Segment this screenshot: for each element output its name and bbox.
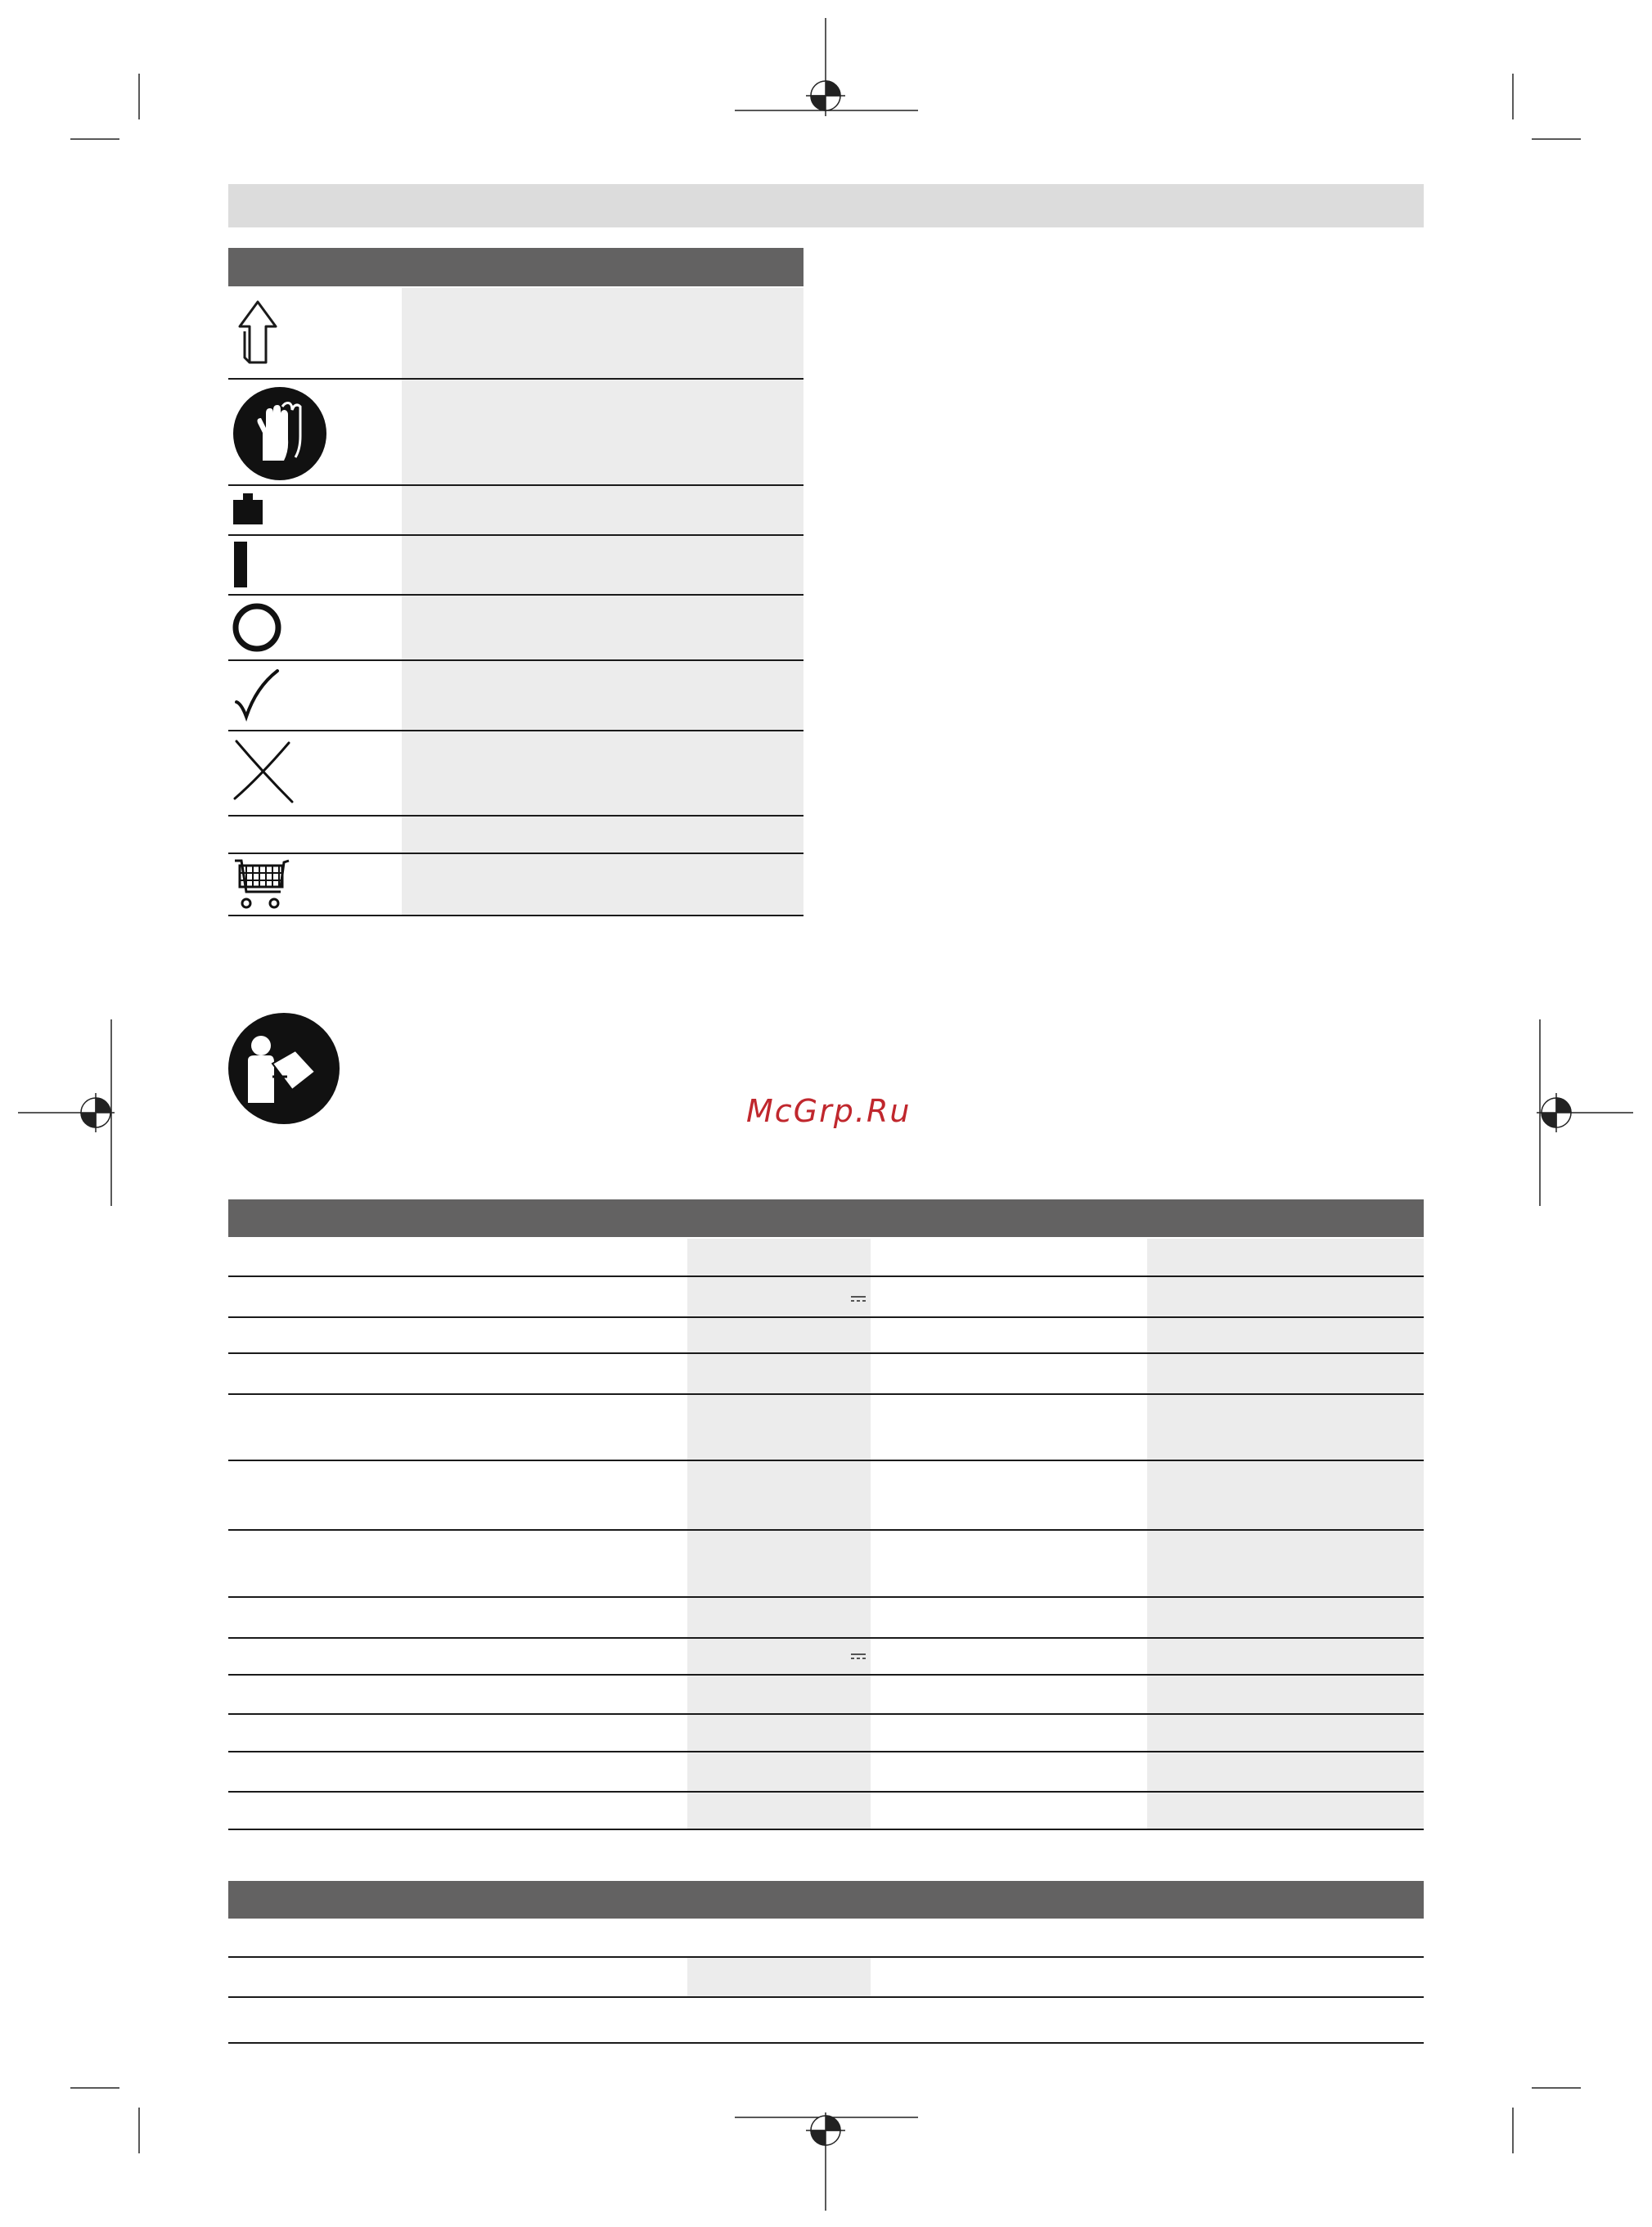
symbol-description-cell xyxy=(402,596,803,659)
symbol-description-cell xyxy=(402,536,803,594)
allowed-check-icon xyxy=(233,668,282,722)
technical-data-header xyxy=(228,1199,1424,1237)
arrow-up-icon xyxy=(233,299,282,366)
watermark: McGrp.Ru xyxy=(746,1093,912,1129)
table-row-divider xyxy=(228,659,803,661)
table-row-divider xyxy=(228,1791,1424,1793)
table-row-divider xyxy=(228,1316,1424,1318)
protective-gloves-icon xyxy=(232,385,328,482)
page-header-band xyxy=(228,184,1424,227)
table-row-divider xyxy=(228,1829,1424,1830)
direct-current-icon xyxy=(851,1653,866,1660)
symbol-description-cell xyxy=(402,288,803,378)
symbol-description-cell xyxy=(402,380,803,484)
registration-target-bottom xyxy=(806,2116,845,2145)
registration-target-left xyxy=(81,1093,110,1132)
table-row-divider xyxy=(228,1460,1424,1461)
registration-target-top xyxy=(806,81,845,110)
table-row-divider xyxy=(228,1352,1424,1354)
table-row-divider xyxy=(228,484,803,486)
column-2-shading xyxy=(687,1239,871,1829)
switch-on-icon xyxy=(232,540,251,589)
table-row-divider xyxy=(228,594,803,596)
symbol-description-cell xyxy=(402,731,803,815)
table-row-divider xyxy=(228,1529,1424,1531)
table-row-divider xyxy=(228,815,803,817)
table-row-divider xyxy=(228,1674,1424,1676)
table-row-divider xyxy=(228,1751,1424,1752)
table-row-divider xyxy=(228,2042,1424,2044)
symbol-description-cell xyxy=(402,817,803,853)
table-row-divider xyxy=(228,1637,1424,1639)
column-4-shading xyxy=(1147,1239,1424,1829)
forbidden-cross-icon xyxy=(232,738,297,805)
symbol-description-cell xyxy=(402,486,803,534)
registration-target-right xyxy=(1542,1093,1571,1132)
table-row-divider xyxy=(228,1596,1424,1598)
symbol-description-cell xyxy=(402,854,803,915)
shopping-cart-icon xyxy=(232,857,290,910)
table-row-divider xyxy=(228,534,803,536)
table-row-divider xyxy=(228,1956,1424,1958)
table-row-divider xyxy=(228,378,803,380)
symbol-description-cell xyxy=(402,661,803,730)
table-row-divider xyxy=(228,1393,1424,1395)
table-row-divider xyxy=(228,915,803,916)
table-row-divider xyxy=(228,1713,1424,1715)
switch-off-icon xyxy=(232,602,282,653)
read-manual-icon xyxy=(227,1011,341,1126)
weight-icon xyxy=(232,492,264,526)
symbols-table-header xyxy=(228,248,803,286)
direct-current-icon xyxy=(851,1296,866,1302)
table-row-divider xyxy=(228,1275,1424,1277)
secondary-table-cell xyxy=(687,1958,871,1996)
table-row-divider xyxy=(228,730,803,731)
secondary-table-header xyxy=(228,1881,1424,1919)
table-row-divider xyxy=(228,853,803,854)
table-row-divider xyxy=(228,1996,1424,1998)
